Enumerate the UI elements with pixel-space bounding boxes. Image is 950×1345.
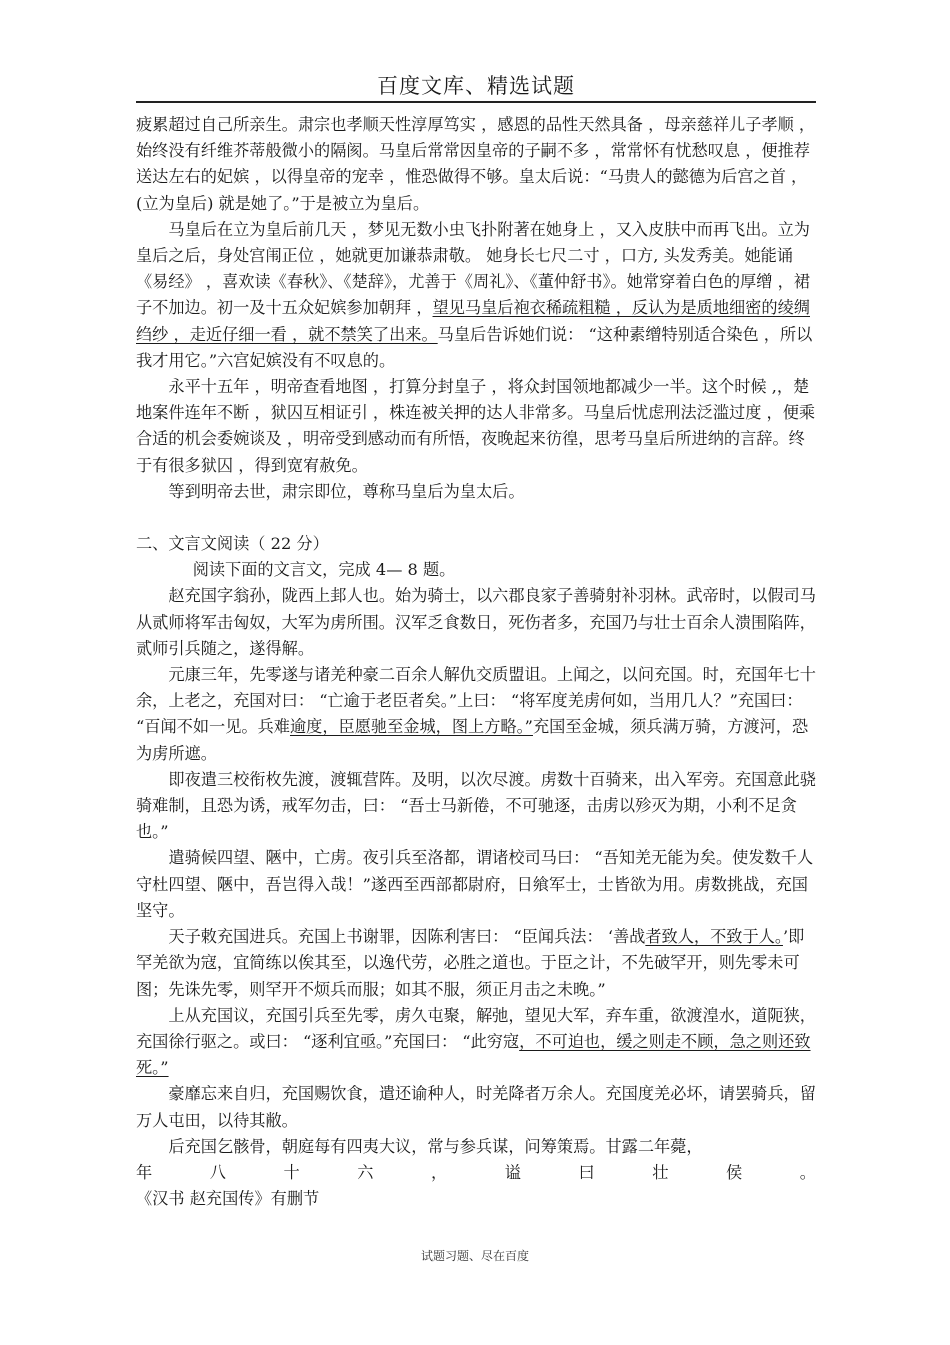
- passage1-p2-underlined: 望见马皇后袍衣稀疏粗糙 ，反认为是质地细密的绫绸绉纱 ，走近仔细一看 ，就不禁笑了出来。: [136, 298, 810, 344]
- section2-p2-text-a: 元康三年，先零遂与诸羌种豪二百余人解仇交质盟诅。上闻之，以问充国。时，充国年七十余，上老之，充国对曰： “亡逾于老臣者矣。”上曰： “将军度羌虏何如，当用几人？”充国曰： “百闻不如一见。兵难: [136, 665, 816, 737]
- section2-p6-text-a: 上从充国议，充国引兵至先零，虏久屯聚，解弛，望见大军，弃车重，欲渡湟水，道阨狭，充国徐行驱之。或曰： “逐利宜亟。”充国曰： “此穷寇: [136, 1005, 816, 1051]
- spacer: [136, 505, 816, 531]
- section2-paragraph-8: 后充国乞骸骨，朝庭每有四夷大议，常与参兵谋，问筹策焉。甘露二年薨，: [168, 1136, 703, 1156]
- section2-paragraph-2: [136, 662, 816, 767]
- section2-paragraph-7: 豪靡忘来自归，充国赐饮食，遣还谕种人，时羌降者万余人。充国度羌必坏，请罢骑兵，留万人屯田，以待其敝。: [136, 1084, 816, 1130]
- section2-paragraph-6: [136, 1003, 816, 1082]
- section2-paragraph-1: 赵充国字翁孙，陇西上邽人也。始为骑士，以六郡良家子善骑射补羽林。武帝时，以假司马从贰师将军击匈奴，大军为虏所围。汉军乏食数日，死伤者多，充国乃与壮士百余人溃围陷阵，贰师引兵随之，遂得解。: [136, 586, 816, 658]
- section2-p6-underlined: ，不可迫也，缓之则走不顾，急之则还致死。”: [136, 1031, 811, 1078]
- section2-source: 《汉书 赵充国传》有删节: [136, 1189, 320, 1209]
- section2-p2-text-b: 充国至金城，须兵满万骑，方渡河，恐为虏所遮。: [136, 717, 809, 763]
- header-rule: [136, 101, 816, 103]
- passage1-paragraph-1: 疲累超过自己所亲生。肃宗也孝顺天性淳厚笃实 ，感恩的品性天然具备 ，母亲慈祥儿子孝顺 ，始终没有纤维芥蒂般微小的隔阂。马皇后常常因皇帝的子嗣不多 ，常常怀有忧愁叹息 ，便推荐送达左右的妃嫔 ，以得皇帝的宠幸 ，惟恐做得不够。皇太后说：“马贵人的懿德为后宫之首 ，(立为皇后) 就是她了。”于是被立为皇后。: [136, 115, 816, 213]
- section2-paragraph-4: 遣骑候四望、陿中，亡虏。夜引兵至洛都，谓诸校司马曰： “吾知羌无能为矣。使发数千人守杜四望、陿中，吾岂得入哉！”遂西至西部都尉府，日飨军士，士皆欲为用。虏数挑战，充国坚守。: [136, 848, 814, 920]
- section2-p5-underlined: 者致人，不致于人。: [645, 927, 783, 947]
- page-footer: 试题习题、尽在百度: [420, 1249, 529, 1263]
- passage1-p2-text-a: 马皇后在立为皇后前几天 ，梦见无数小虫飞扑附著在她身上 ，又入皮肤中而再飞出。立为皇后之后，身处宫闱正位 ，她就更加谦恭肃敬。 她身长七尺二寸 ，口方, 头发秀美。她能诵《易经》 ，喜欢读《春秋》、《楚辞》，尤善于《周礼》、《董仲舒书》。她常穿着白色的厚缯 ，裙子不加边。初一及十五众妃嫔参加朝拜 ，: [136, 219, 810, 318]
- section2-paragraph-8-spread-line: 年八十六，谥曰壮侯。: [136, 1162, 816, 1182]
- section2-p5-text-b: ’即罕羌欲为寇，宜简练以俟其至，以逸代劳，必胜之道也。于臣之计，不先破罕开，则先零未可图；先诛先零，则罕开不烦兵而服；如其不服，须正月击之未晚。”: [136, 927, 805, 999]
- section2-heading: 二、文言文阅读（ 22 分）: [136, 534, 329, 554]
- page-header-title: 百度文库、精选试题: [377, 74, 575, 98]
- section2-paragraph-3: 即夜遣三校衔枚先渡，渡辄营阵。及明，以次尽渡。虏数十百骑来，出入军旁。充国意此骁骑难制，且恐为诱，戒军勿击，曰： “吾士马新倦，不可驰逐，击虏以殄灭为期，小利不足贪也。”: [136, 769, 816, 842]
- passage1-paragraph-4: 等到明帝去世，肃宗即位，尊称马皇后为皇太后。: [168, 481, 525, 501]
- passage1-paragraph-3: 永平十五年 ，明帝查看地图 ，打算分封皇子 ，将众封国领地都减少一半。这个时候 ,，楚地案件连年不断 ，狱囚互相证引 ，株连被关押的达人非常多。马皇后忧虑刑法泛滥过度 ，便乘合适的机会委婉谈及 ，明帝受到感动而有所悟，夜晚起来彷徨，思考马皇后所进纳的言辞。终于有很多狱囚 ，得到宽宥赦免。: [136, 377, 816, 475]
- document-body: [136, 112, 816, 1212]
- section2-p2-underlined: 逾度，臣愿驰至金城，图上方略。”: [289, 717, 533, 737]
- section2-p5-text-a: 天子敕充国进兵。充国上书谢罪，因陈利害曰： “臣闻兵法： ‘善战: [168, 927, 646, 947]
- section2-instruction: 阅读下面的文言文，完成 4— 8 题。: [192, 560, 456, 580]
- passage1-paragraph-2: [136, 217, 816, 374]
- passage1-p2-text-b: 马皇后告诉她们说： “这种素缯特别适合染色 ，所以我才用它。”六宫妃嫔没有不叹息的。: [136, 324, 813, 370]
- section2-paragraph-5: [136, 924, 816, 1003]
